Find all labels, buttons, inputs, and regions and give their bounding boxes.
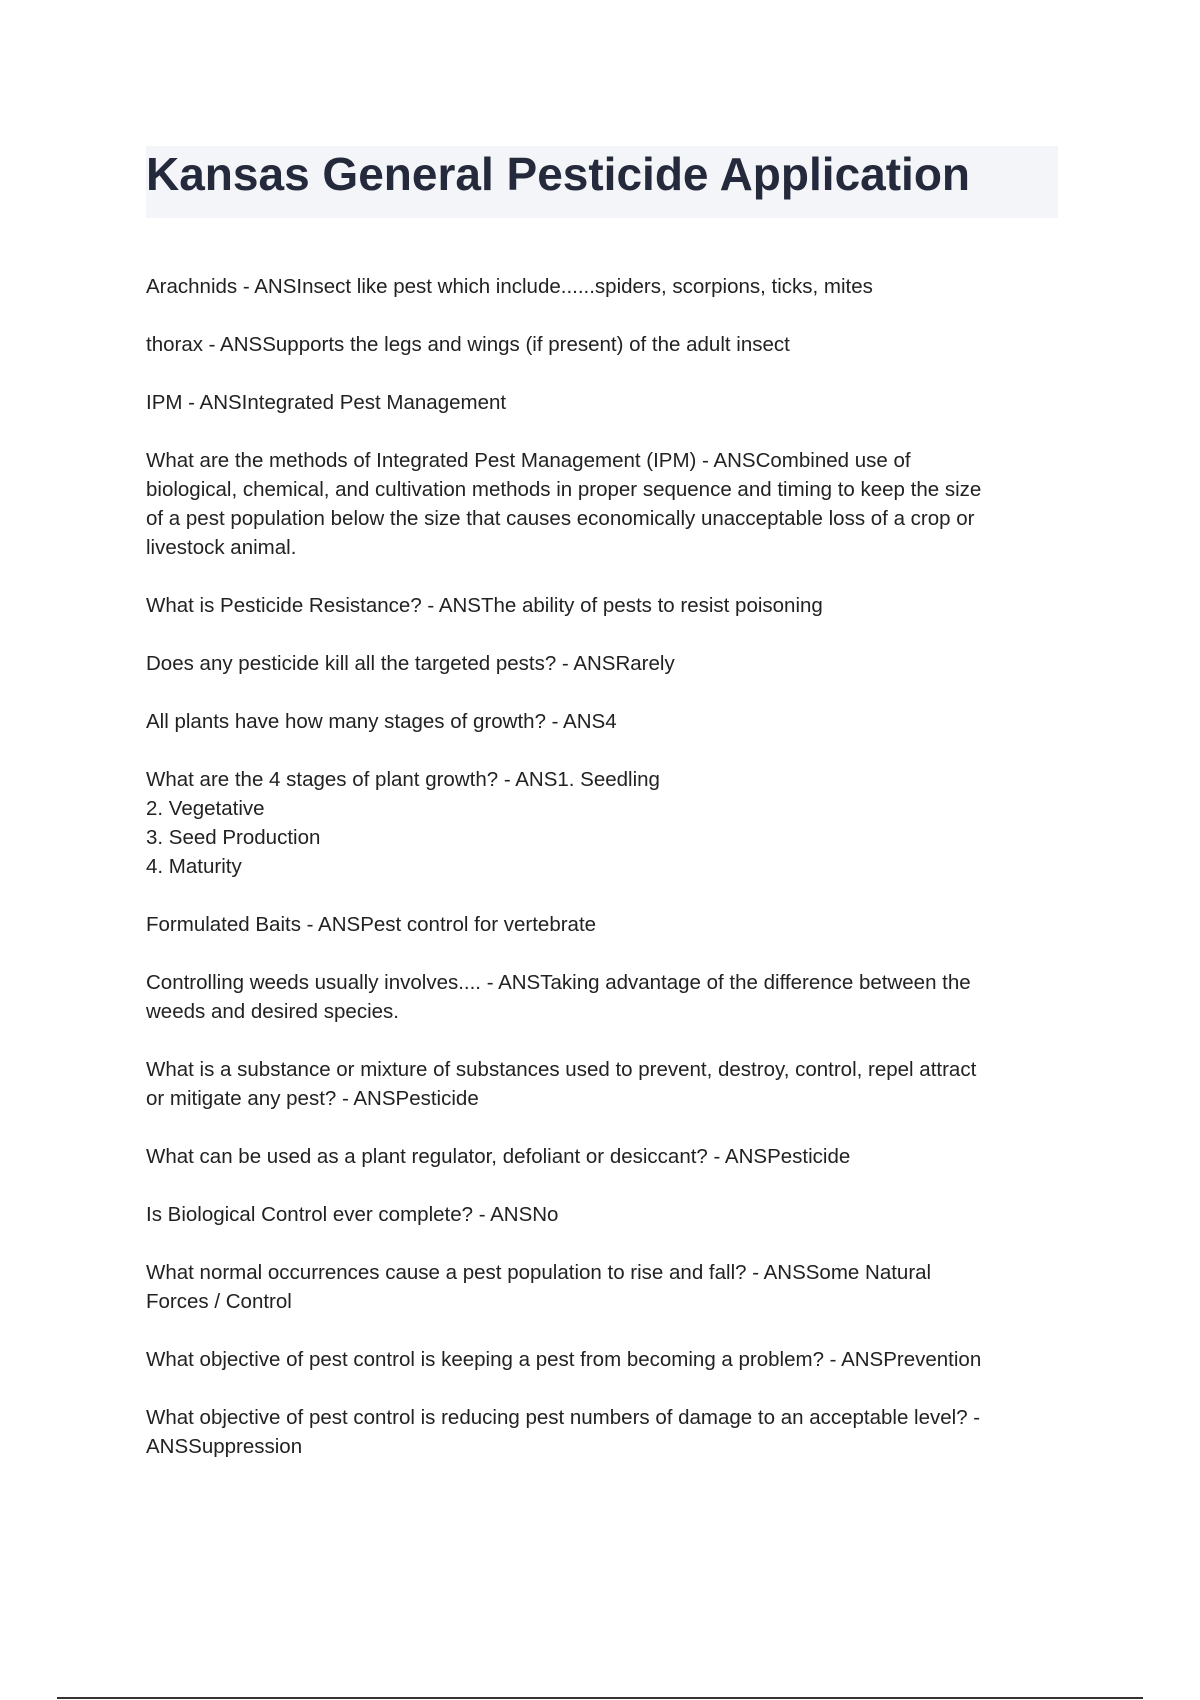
qa-line: Is Biological Control ever complete? - ANSNo <box>146 1203 559 1226</box>
bottom-rule <box>57 1697 1143 1699</box>
qa-item <box>146 591 1060 620</box>
qa-line: biological, chemical, and cultivation methods in proper sequence and timing to keep the size <box>146 478 982 501</box>
qa-item <box>146 446 1060 562</box>
qa-line: or mitigate any pest? - ANSPesticide <box>146 1087 479 1110</box>
qa-item <box>146 1403 1060 1461</box>
qa-line: 4. Maturity <box>146 855 242 878</box>
qa-line: What objective of pest control is keeping a pest from becoming a problem? - ANSPrevention <box>146 1348 982 1371</box>
qa-line: What can be used as a plant regulator, defoliant or desiccant? - ANSPesticide <box>146 1145 851 1168</box>
qa-item <box>146 1055 1060 1113</box>
qa-line: 3. Seed Production <box>146 826 321 849</box>
qa-line: livestock animal. <box>146 536 297 559</box>
qa-item <box>146 1200 1060 1229</box>
qa-line: Formulated Baits - ANSPest control for vertebrate <box>146 913 597 936</box>
qa-line: What is Pesticide Resistance? - ANSThe ability of pests to resist poisoning <box>146 594 823 617</box>
qa-line: What are the 4 stages of plant growth? - ANS1. Seedling <box>146 768 660 791</box>
qa-line: 2. Vegetative <box>146 797 265 820</box>
qa-line: weeds and desired species. <box>146 1000 399 1023</box>
qa-line: All plants have how many stages of growth? - ANS4 <box>146 710 617 733</box>
qa-item <box>146 765 1060 881</box>
qa-line: IPM - ANSIntegrated Pest Management <box>146 391 507 414</box>
qa-line: Forces / Control <box>146 1290 292 1313</box>
qa-line: What are the methods of Integrated Pest Management (IPM) - ANSCombined use of <box>146 449 911 472</box>
qa-item <box>146 1345 1060 1374</box>
qa-item <box>146 330 1060 359</box>
qa-item <box>146 707 1060 736</box>
qa-line: Does any pesticide kill all the targeted pests? - ANSRarely <box>146 652 675 675</box>
qa-line: What normal occurrences cause a pest population to rise and fall? - ANSSome Natural <box>146 1261 932 1284</box>
qa-line: Arachnids - ANSInsect like pest which include......spiders, scorpions, ticks, mites <box>146 275 873 298</box>
qa-line: What objective of pest control is reducing pest numbers of damage to an acceptable level? - <box>146 1406 981 1429</box>
qa-line: What is a substance or mixture of substances used to prevent, destroy, control, repel attract <box>146 1058 977 1081</box>
qa-line: Controlling weeds usually involves.... - ANSTaking advantage of the difference between the <box>146 971 971 994</box>
qa-list <box>146 272 1060 1490</box>
qa-line: ANSSuppression <box>146 1435 303 1458</box>
qa-item <box>146 1142 1060 1171</box>
document-title: Kansas General Pesticide Application <box>146 148 971 200</box>
qa-line: thorax - ANSSupports the legs and wings (if present) of the adult insect <box>146 333 790 356</box>
qa-item <box>146 968 1060 1026</box>
qa-item <box>146 910 1060 939</box>
qa-line: of a pest population below the size that causes economically unacceptable loss of a crop or <box>146 507 975 530</box>
qa-item <box>146 649 1060 678</box>
qa-item <box>146 1258 1060 1316</box>
qa-item <box>146 388 1060 417</box>
qa-item <box>146 272 1060 301</box>
